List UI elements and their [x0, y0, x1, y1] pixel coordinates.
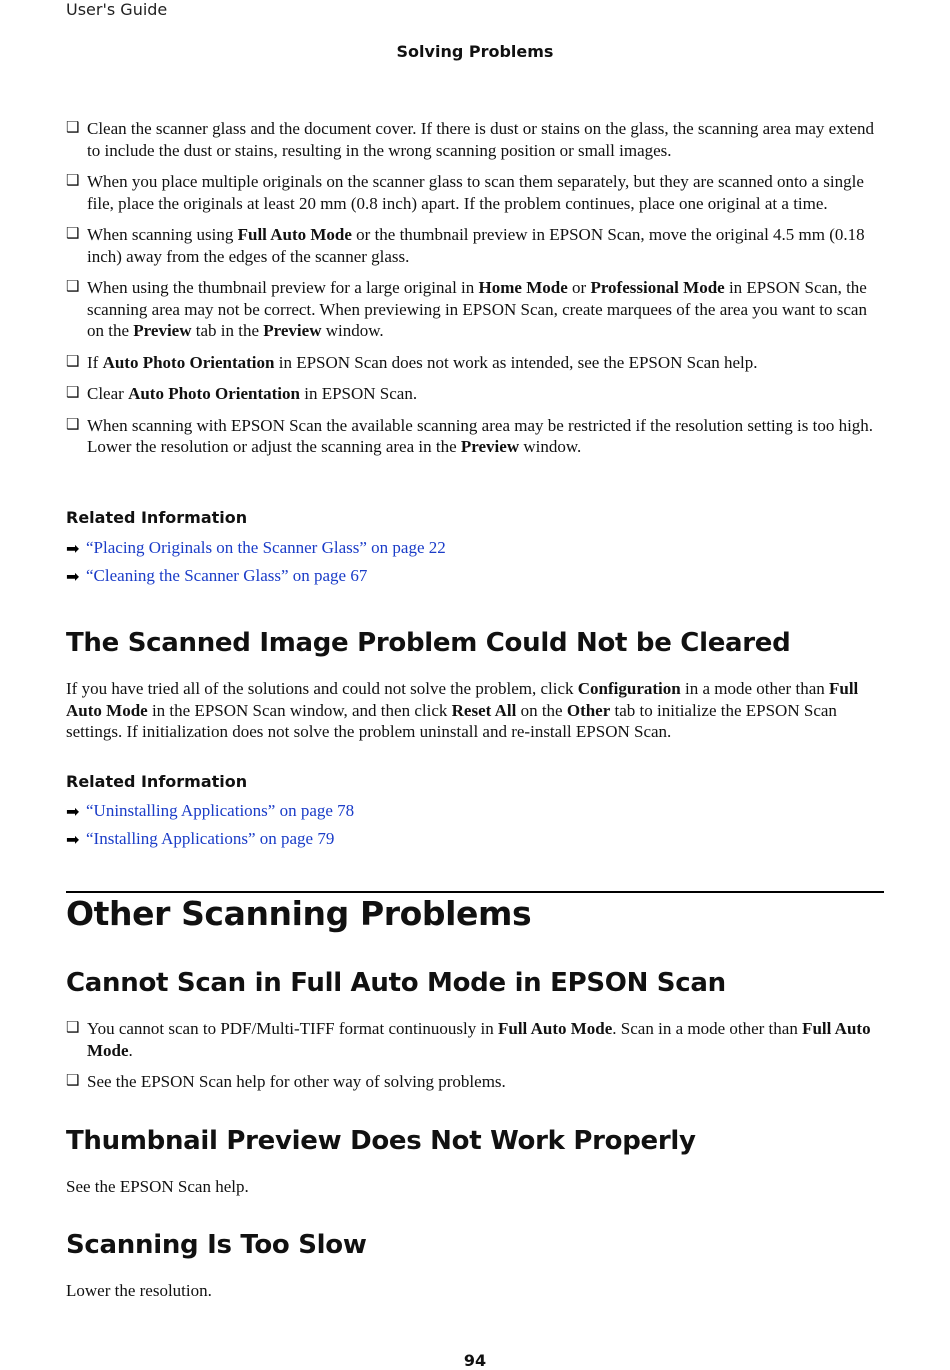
text-run: tab in the	[191, 321, 264, 340]
arrow-right-icon: ➡	[66, 801, 80, 821]
section-body-cleared	[66, 678, 866, 743]
list-item	[66, 415, 886, 458]
emphasis-term: Configuration	[577, 679, 681, 698]
text-run: window.	[519, 437, 582, 456]
list-item	[66, 1018, 886, 1061]
related-information-heading: Related Information	[66, 772, 248, 791]
arrow-right-icon: ➡	[66, 829, 80, 849]
text-run: When scanning with EPSON Scan the available scanning area may be restricted if the resolution setting is too high. Lower the resolution or adjust the scanning area in the	[87, 415, 874, 456]
emphasis-term: Auto Photo Orientation	[128, 384, 300, 403]
text-run: on the	[516, 700, 567, 720]
emphasis-term: Full Auto Mode	[237, 225, 352, 244]
emphasis-term: Full Auto Mode	[87, 1019, 871, 1060]
checkbox-bullet-icon: ❑	[66, 173, 80, 189]
list-item-text	[87, 383, 886, 405]
text-run: .	[128, 1040, 133, 1060]
text-run: When you place multiple originals on the scanner glass to scan them separately, but they are scanned onto a single file, place the originals at least 20 mm (0.8 inch) apart. If the problem continues, place one original at a time.	[87, 172, 864, 213]
list-item-text	[87, 415, 886, 458]
emphasis-term: Preview	[460, 437, 520, 456]
section-body-slow: Lower the resolution.	[66, 1281, 212, 1300]
list-item-text	[87, 1071, 886, 1093]
checkbox-bullet-icon: ❑	[66, 385, 80, 401]
text-run: You cannot scan to PDF/Multi-TIFF format continuously in	[87, 1019, 498, 1038]
emphasis-term: Full Auto Mode	[498, 1019, 613, 1038]
text-run: If you have tried all of the solutions and could not solve the problem, click	[66, 679, 578, 698]
text-run: . Scan in a mode other than	[612, 1019, 803, 1038]
text-run: When scanning using	[87, 225, 238, 244]
checkbox-bullet-icon: ❑	[66, 1073, 80, 1089]
list-item	[66, 171, 886, 214]
running-header-section: Solving Problems	[396, 42, 554, 61]
related-link-row	[66, 801, 354, 821]
list-item-text	[87, 118, 886, 161]
full-auto-list	[66, 1018, 886, 1093]
text-run: tab to initialize the EPSON Scan settings. If initialization does not solve the problem uninstall and re-install EPSON Scan.	[66, 700, 837, 741]
checkbox-bullet-icon: ❑	[66, 353, 80, 370]
link-placing-originals[interactable]: “Placing Originals on the Scanner Glass” on page 22	[86, 538, 446, 557]
list-item-text	[87, 171, 886, 214]
section-heading-thumbnail: Thumbnail Preview Does Not Work Properly	[66, 1126, 696, 1156]
text-run: or the thumbnail preview in EPSON Scan, move the original 4.5 mm (0.18 inch) away from the edges of the scanner glass.	[87, 225, 865, 266]
checkbox-bullet-icon: ❑	[66, 226, 80, 242]
arrow-right-icon: ➡	[66, 538, 80, 558]
emphasis-term: Full Auto Mode	[66, 679, 859, 720]
text-run: window.	[321, 321, 384, 340]
related-information-heading: Related Information	[66, 508, 248, 527]
list-item-text	[87, 224, 886, 267]
arrow-right-icon: ➡	[66, 566, 80, 586]
text-run: in a mode other than	[680, 679, 829, 698]
link-cleaning-glass[interactable]: “Cleaning the Scanner Glass” on page 67	[86, 566, 368, 585]
list-item-text	[87, 277, 886, 342]
text-run: When using the thumbnail preview for a large original in	[87, 278, 479, 297]
list-item	[66, 277, 886, 342]
text-run: Clear	[87, 384, 129, 403]
list-item	[66, 383, 886, 405]
emphasis-term: Home Mode	[478, 278, 568, 297]
list-item	[66, 224, 886, 267]
text-run: Clean the scanner glass and the document cover. If there is dust or stains on the glass, the scanning area may extend to include the dust or stains, resulting in the wrong scanning position or small images.	[87, 119, 874, 160]
emphasis-term: Preview	[133, 321, 192, 340]
emphasis-term: Professional Mode	[590, 278, 725, 297]
list-item	[66, 1071, 886, 1093]
chapter-title: Other Scanning Problems	[66, 894, 532, 933]
checkbox-bullet-icon: ❑	[66, 120, 80, 136]
running-header-guide: User's Guide	[66, 0, 168, 19]
section-heading-full-auto: Cannot Scan in Full Auto Mode in EPSON Scan	[66, 968, 726, 998]
text-run: in EPSON Scan.	[299, 384, 418, 403]
text-run: in EPSON Scan, the scanning area may not be correct. When previewing in EPSON Scan, create marquees of the area you want to scan on the	[87, 278, 867, 340]
list-item-text	[87, 352, 886, 374]
emphasis-term: Preview	[263, 321, 322, 340]
text-run: If	[87, 352, 103, 372]
section-heading-cleared: The Scanned Image Problem Could Not be Cleared	[66, 628, 791, 658]
emphasis-term: Other	[566, 700, 611, 720]
text-run: in EPSON Scan does not work as intended, see the EPSON Scan help.	[274, 352, 758, 372]
page-number: 94	[463, 1351, 487, 1370]
related-link-row	[66, 829, 334, 849]
troubleshooting-list	[66, 118, 886, 458]
text-run: or	[567, 278, 591, 297]
checkbox-bullet-icon: ❑	[66, 416, 80, 433]
section-body-thumbnail: See the EPSON Scan help.	[66, 1177, 249, 1196]
checkbox-bullet-icon: ❑	[66, 1020, 80, 1036]
checkbox-bullet-icon: ❑	[66, 279, 80, 295]
chapter-divider	[66, 891, 884, 893]
list-item-text	[87, 1018, 886, 1061]
related-link-row	[66, 538, 446, 558]
emphasis-term: Auto Photo Orientation	[102, 352, 275, 372]
list-item	[66, 118, 886, 161]
text-run: in the EPSON Scan window, and then click	[147, 700, 452, 720]
related-link-row	[66, 566, 367, 586]
text-run: See the EPSON Scan help for other way of solving problems.	[87, 1072, 506, 1091]
emphasis-term: Reset All	[451, 700, 517, 720]
link-installing[interactable]: “Installing Applications” on page 79	[86, 829, 335, 848]
section-heading-slow: Scanning Is Too Slow	[66, 1230, 367, 1260]
link-uninstalling[interactable]: “Uninstalling Applications” on page 78	[86, 801, 355, 820]
list-item	[66, 352, 886, 374]
